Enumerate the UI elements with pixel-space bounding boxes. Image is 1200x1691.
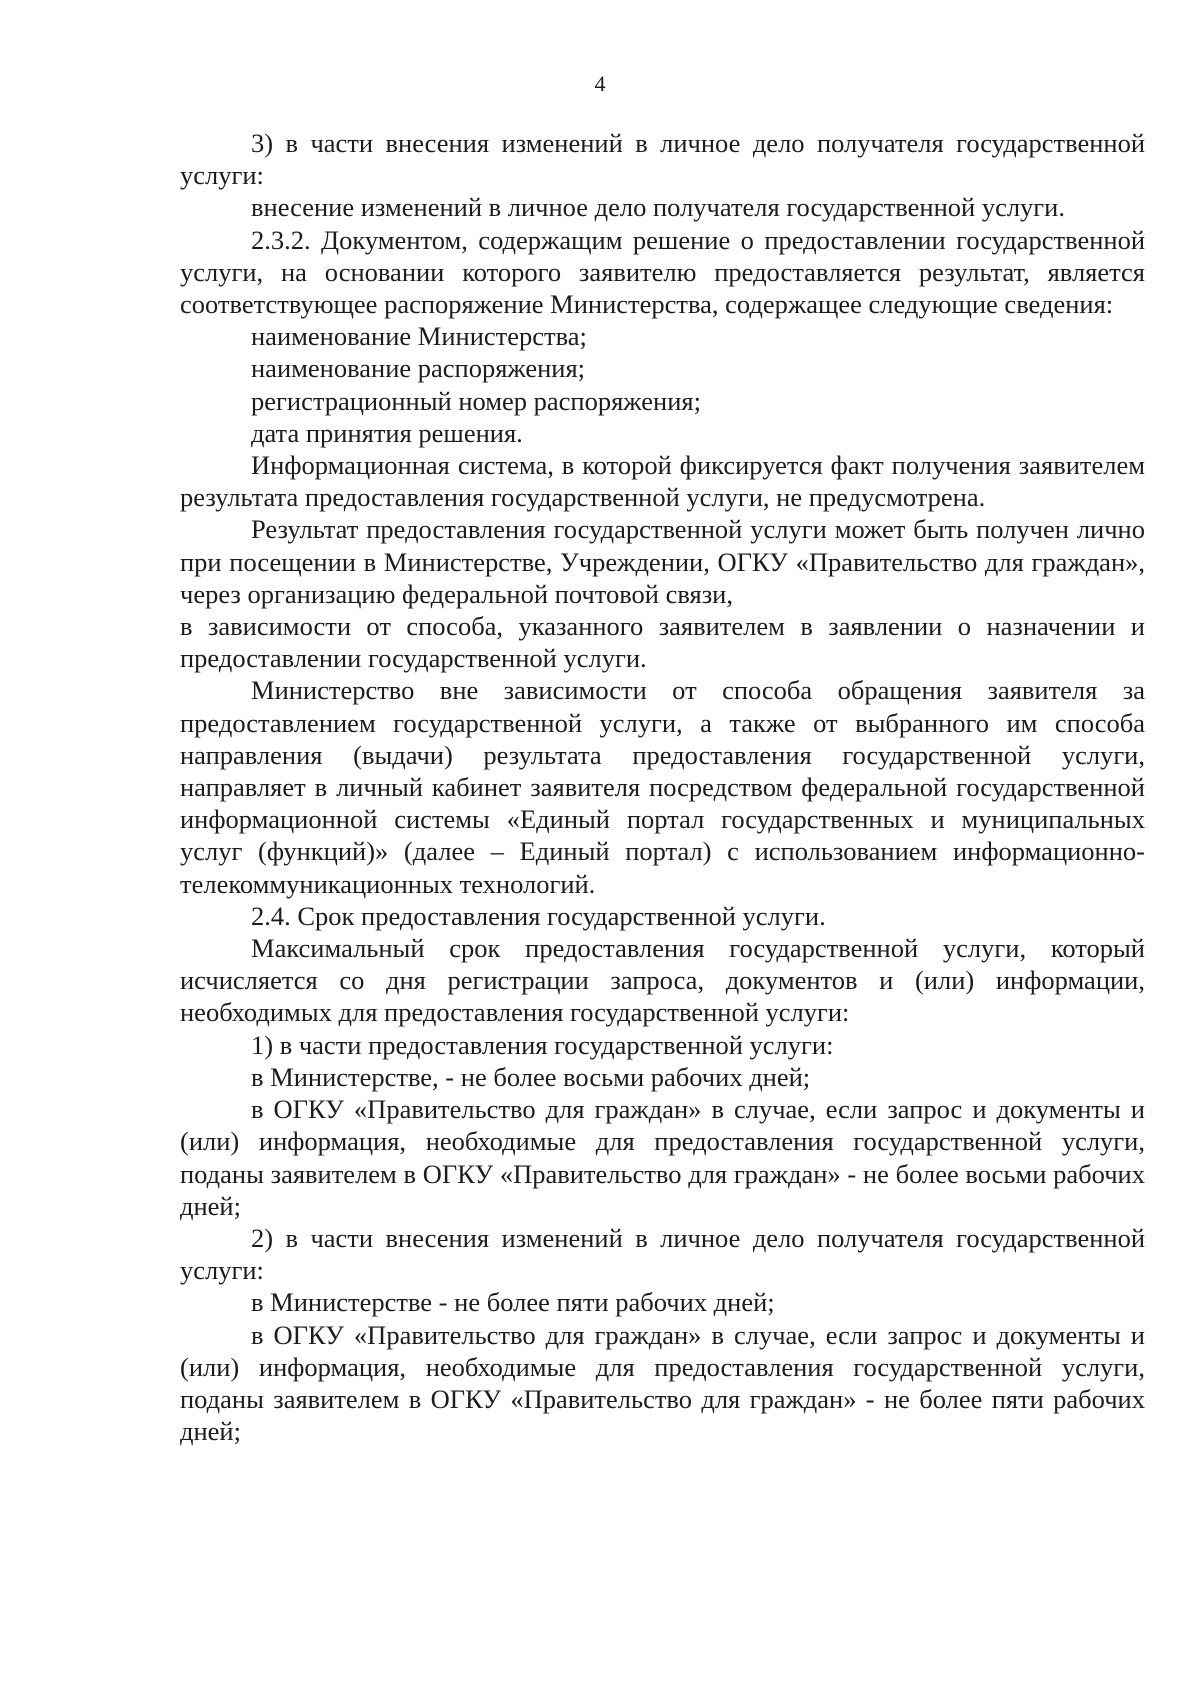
paragraph: Информационная система, в которой фиксируется факт получения заявителем результата предоставления государственной услуги, не предусмотрена. xyxy=(180,450,1145,513)
paragraph: Результат предоставления государственной услуги может быть получен лично при посещении в Министерстве, Учреждении, ОГКУ «Правительство для граждан», через организацию федеральной почтовой связи, xyxy=(180,514,1145,609)
paragraph: 1) в части предоставления государственной услуги: xyxy=(251,1029,834,1060)
document-body xyxy=(180,127,1145,1447)
paragraph: 2.3.2. Документом, содержащим решение о предоставлении государственной услуги, на основании которого заявителю предоставляется результат, является соответствующее распоряжение Министерства, содержащее следующие сведения: xyxy=(180,224,1145,320)
paragraph: Министерство вне зависимости от способа обращения заявителя за предоставлением государственной услуги, а также от выбранного им способа направления (выдачи) результата предоставления государственной услуги, направляет в личный кабинет заявителя посредством федеральной государственной информационной системы «Единый портал государственных и муниципальных услуг (функций)» (далее – Единый портал) с использованием информационно-телекоммуникационных технологий. xyxy=(180,675,1145,899)
paragraph: в ОГКУ «Правительство для граждан» в случае, если запрос и документы и (или) информация, необходимые для предоставления государственной услуги, поданы заявителем в ОГКУ «Правительство для граждан» - не более пяти рабочих дней; xyxy=(180,1319,1145,1447)
paragraph: 2) в части внесения изменений в личное дело получателя государственной услуги: xyxy=(180,1222,1145,1286)
paragraph: в Министерстве - не более пяти рабочих дней; xyxy=(251,1287,775,1318)
paragraph: 3) в части внесения изменений в личное дело получателя государственной услуги: xyxy=(180,128,1145,191)
paragraph: внесение изменений в личное дело получателя государственной услуги. xyxy=(251,192,1065,223)
paragraph: в Министерстве, - не более восьми рабочих дней; xyxy=(251,1061,811,1092)
paragraph: дата принятия решения. xyxy=(251,417,523,448)
paragraph: в зависимости от способа, указанного заявителем в заявлении о назначении и предоставлении государственной услуги. xyxy=(180,611,1145,674)
paragraph: 2.4. Срок предоставления государственной услуги. xyxy=(251,900,826,931)
paragraph: наименование распоряжения; xyxy=(251,353,586,384)
paragraph: Максимальный срок предоставления государственной услуги, который исчисляется со дня регистрации запроса, документов и (или) информации, необходимых для предоставления государственной услуги: xyxy=(180,933,1145,1028)
paragraph: в ОГКУ «Правительство для граждан» в случае, если запрос и документы и (или) информация, необходимые для предоставления государственной услуги, поданы заявителем в ОГКУ «Правительство для граждан» - не более восьми рабочих дней; xyxy=(180,1094,1145,1221)
paragraph: регистрационный номер распоряжения; xyxy=(251,385,701,416)
paragraph: наименование Министерства; xyxy=(251,321,587,352)
page-number: 4 xyxy=(594,71,606,96)
